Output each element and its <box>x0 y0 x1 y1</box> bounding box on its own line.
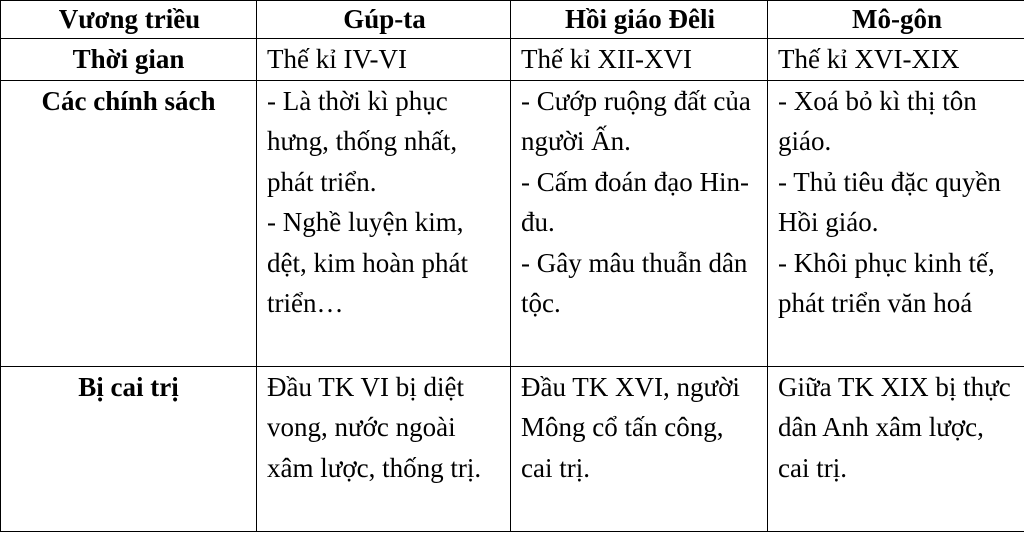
header-dynasty: Vương triều <box>1 1 257 39</box>
cell-line: - Thủ tiêu đặc quyền Hồi giáo. <box>778 166 1001 237</box>
cell-line: Thế kỉ IV-VI <box>267 44 407 74</box>
cell-line: - Nghề luyện kim, dệt, kim hoàn phát triển… <box>267 207 468 318</box>
cell-ruled-gupta <box>257 366 511 531</box>
cell-ruled-mughal <box>768 366 1024 531</box>
cell-policies-mughal <box>768 80 1024 366</box>
header-gupta: Gúp-ta <box>257 1 511 39</box>
cell-line: Thế kỉ XVI-XIX <box>778 44 960 74</box>
cell-line: - Là thời kì phục hưng, thống nhất, phát triển. <box>267 85 458 197</box>
cell-line: - Khôi phục kinh tế, phát triển văn hoá <box>778 247 995 318</box>
table-row-ruled <box>1 366 1024 531</box>
cell-line: - Cấm đoán đạo Hin-đu. <box>521 166 749 237</box>
cell-line: - Xoá bỏ kì thị tôn giáo. <box>778 85 977 156</box>
cell-time-gupta <box>257 39 511 81</box>
cell-policies-delhi <box>511 80 768 366</box>
cell-time-delhi <box>511 39 768 81</box>
cell-line: Đầu TK VI bị diệt vong, nước ngoài xâm lược, thống trị. <box>267 371 482 483</box>
cell-time-mughal <box>768 39 1024 81</box>
header-row <box>1 1 1024 39</box>
row-label-ruled: Bị cai trị <box>1 366 257 531</box>
cell-line: Giữa TK XIX bị thực dân Anh xâm lược, cai trị. <box>778 371 1011 483</box>
cell-line: - Gây mâu thuẫn dân tộc. <box>521 247 748 318</box>
table-row-policies <box>1 80 1024 366</box>
row-label-policies: Các chính sách <box>1 80 257 366</box>
table-row-time <box>1 39 1024 81</box>
header-delhi-sultanate: Hồi giáo Đêli <box>511 1 768 39</box>
cell-line: Đầu TK XVI, người Mông cổ tấn công, cai trị. <box>521 371 740 483</box>
cell-line: - Cướp ruộng đất của người Ấn. <box>521 85 751 156</box>
cell-line: Thế kỉ XII-XVI <box>521 44 692 74</box>
row-label-time: Thời gian <box>1 39 257 81</box>
cell-ruled-delhi <box>511 366 768 531</box>
cell-policies-gupta <box>257 80 511 366</box>
header-mughal: Mô-gôn <box>768 1 1024 39</box>
